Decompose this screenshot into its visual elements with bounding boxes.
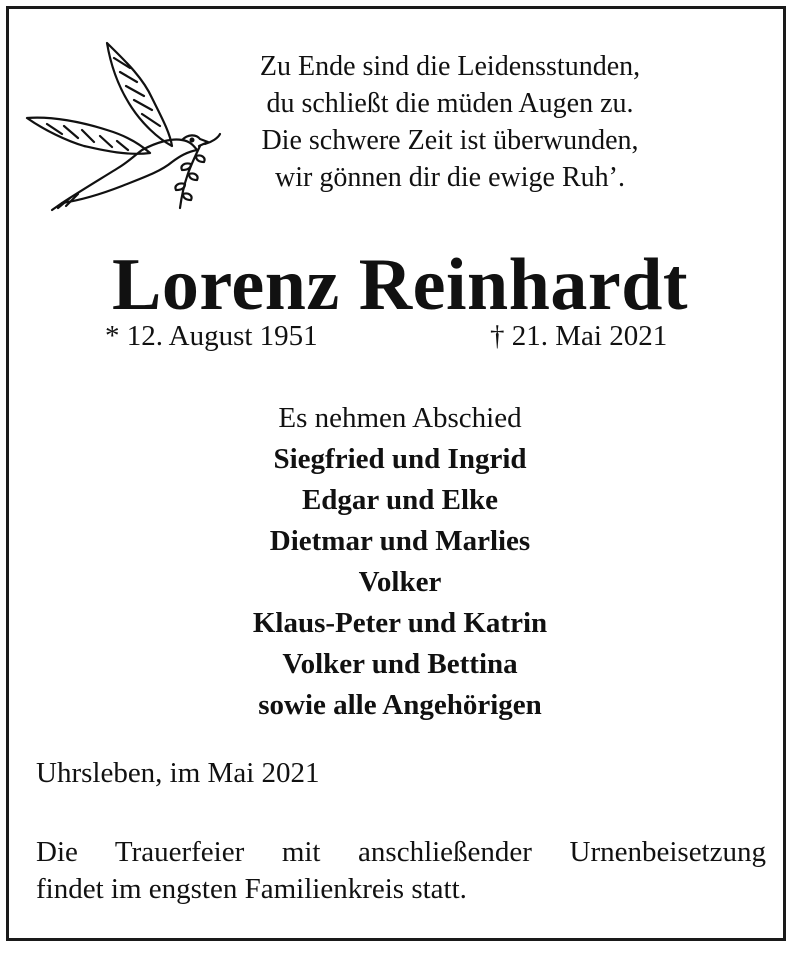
poem-line: wir gönnen dir die ewige Ruh’. [275,162,625,193]
place-date: Uhrsleben, im Mai 2021 [36,757,320,789]
poem-line: Zu Ende sind die Leidensstunden, [259,51,641,82]
notice-line: Die Trauerfeier mit anschließender Urnenbeisetzung [36,836,766,868]
funeral-notice [36,834,766,908]
mourners-list [0,398,800,726]
dove-icon [22,38,222,213]
mourner-entry: Volker und Bettina [282,648,518,680]
poem [200,48,700,196]
mourner-entry: Klaus-Peter und Katrin [252,607,548,639]
mourner-entry: Siegfried und Ingrid [273,443,527,475]
poem-line: du schließt die müden Augen zu. [266,88,634,119]
notice-line: findet im engsten Familienkreis statt. [36,873,467,905]
deceased-name: Lorenz Reinhardt [111,244,688,326]
mourner-entry: Volker [358,566,442,598]
mourner-entry: sowie alle Angehörigen [258,689,542,721]
mourner-entry: Edgar und Elke [301,484,499,516]
mourner-entry: Dietmar und Marlies [269,525,531,557]
poem-line: Die schwere Zeit ist überwunden, [261,125,639,156]
death-date: † 21. Mai 2021 [490,320,668,352]
birth-date: * 12. August 1951 [105,320,318,352]
mourners-intro: Es nehmen Abschied [278,402,522,434]
